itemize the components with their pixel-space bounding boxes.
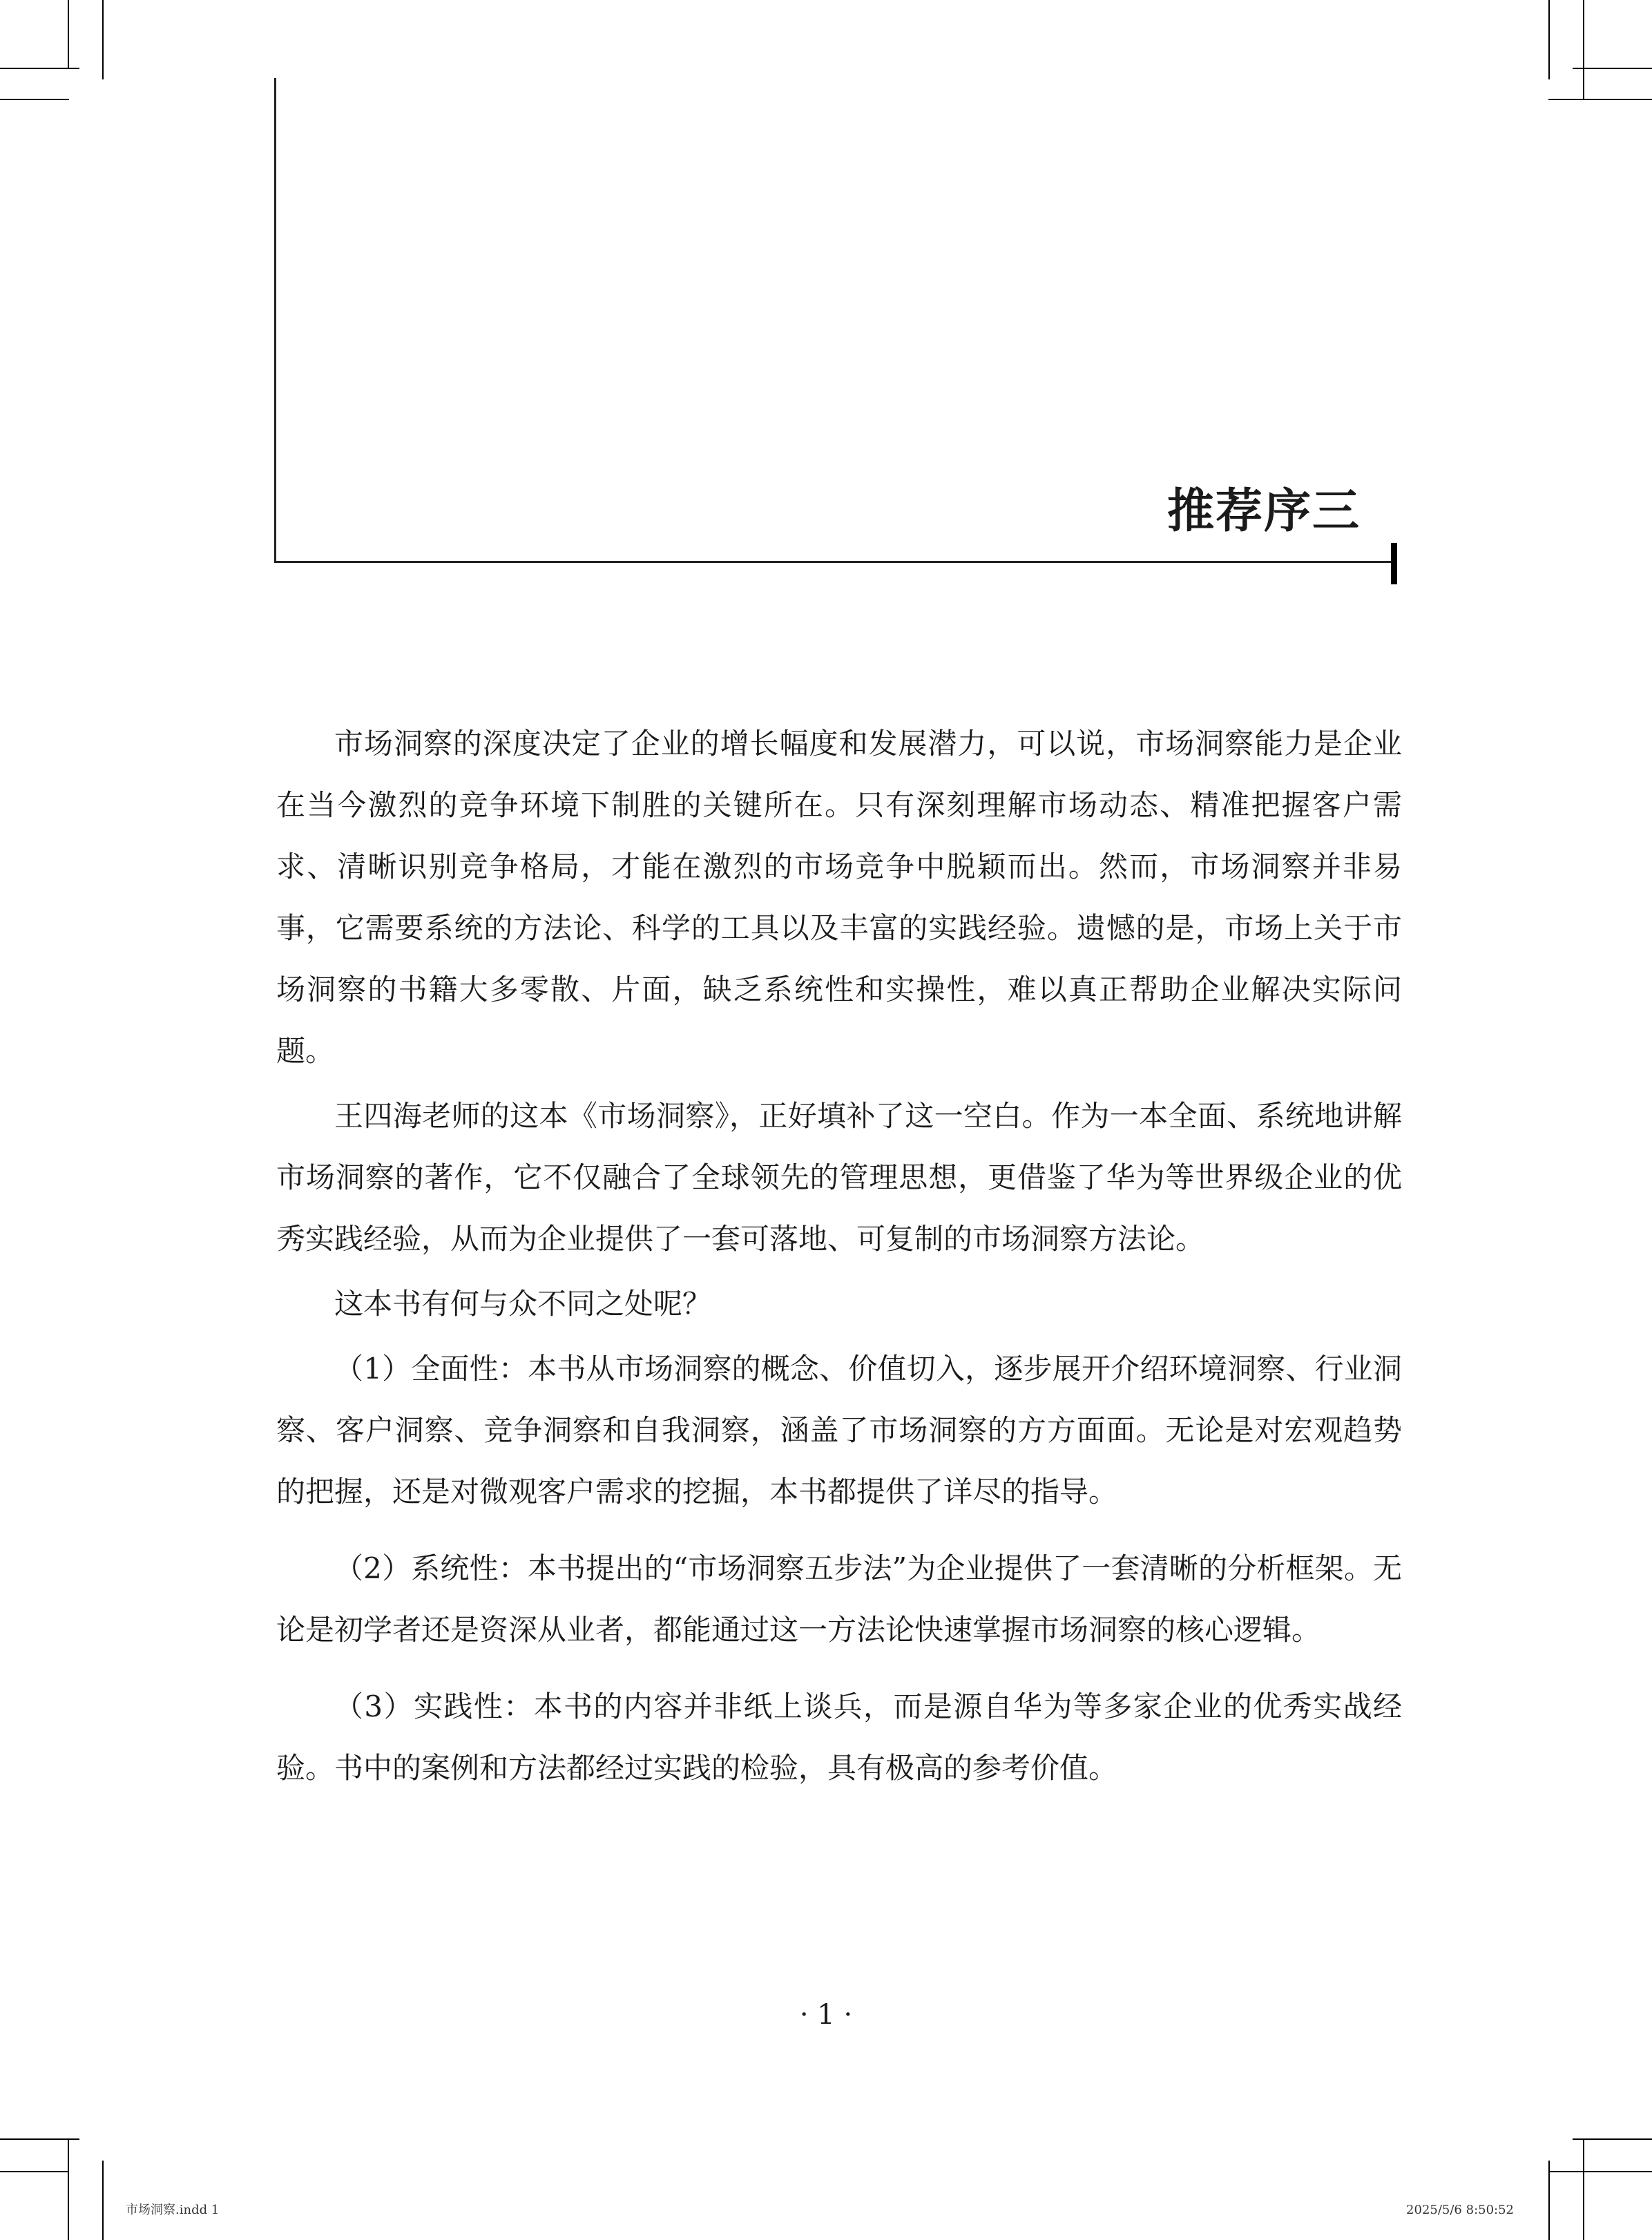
crop-mark — [0, 99, 69, 100]
crop-mark — [1548, 0, 1550, 79]
title-frame-horizontal-rule — [274, 561, 1394, 563]
crop-mark — [1583, 2138, 1584, 2240]
paragraph-1: 市场洞察的深度决定了企业的增长幅度和发展潜力，可以说，市场洞察能力是企业在当今激烈的竞争环境下制胜的关键所在。只有深刻理解市场动态、精准把握客户需求、清晰识别竞争格局，才能在激烈的市场竞争中脱颖而出。然而，市场洞察并非易事，它需要系统的方法论、科学的工具以及丰富的实践经验。遗憾的是，市场上关于市场洞察的书籍大多零散、片面，缺乏系统性和实操性，难以真正帮助企业解决实际问题。 — [276, 727, 1402, 1068]
title-frame-end-mark — [1391, 543, 1397, 584]
body-text — [276, 713, 1402, 1799]
paragraph-2: 王四海老师的这本《市场洞察》，正好填补了这一空白。作为一本全面、系统地讲解市场洞察的著作，它不仅融合了全球领先的管理思想，更借鉴了华为等世界级企业的优秀实践经验，从而为企业提供了一套可落地、可复制的市场洞察方法论。 — [276, 1099, 1402, 1256]
crop-mark — [68, 0, 69, 69]
crop-mark — [1548, 99, 1652, 100]
crop-mark — [1583, 0, 1584, 100]
crop-mark — [102, 2161, 104, 2240]
page-number: · 1 · — [799, 1999, 853, 2031]
chapter-title: 推荐序三 — [1166, 484, 1361, 539]
crop-mark — [0, 2171, 69, 2172]
slug-timestamp: 2025/5/6 8:50:52 — [1406, 2203, 1514, 2217]
title-frame-vertical-rule — [274, 78, 276, 563]
point-practical: （3）实践性：本书的内容并非纸上谈兵，而是源自华为等多家企业的优秀实战经验。书中的案例和方法都经过实践的检验，具有极高的参考价值。 — [276, 1689, 1402, 1785]
point-comprehensive: （1）全面性：本书从市场洞察的概念、价值切入，逐步展开介绍环境洞察、行业洞察、客户洞察、竞争洞察和自我洞察，涵盖了市场洞察的方方面面。无论是对宏观趋势的把握，还是对微观客户需求的挖掘，本书都提供了详尽的指导。 — [276, 1352, 1402, 1509]
crop-mark — [68, 2138, 69, 2240]
paragraph-3: 这本书有何与众不同之处呢？ — [334, 1287, 712, 1321]
crop-mark — [1573, 2138, 1652, 2140]
point-systematic: （2）系统性：本书提出的“市场洞察五步法”为企业提供了一套清晰的分析框架。无论是初学者还是资深从业者，都能通过这一方法论快速掌握市场洞察的核心逻辑。 — [276, 1551, 1402, 1647]
crop-mark — [1573, 68, 1652, 69]
slug-filename: 市场洞察.indd 1 — [126, 2203, 220, 2217]
crop-mark — [1548, 2161, 1550, 2240]
crop-mark — [102, 0, 104, 79]
crop-mark — [0, 68, 79, 69]
crop-mark — [1548, 2171, 1652, 2172]
